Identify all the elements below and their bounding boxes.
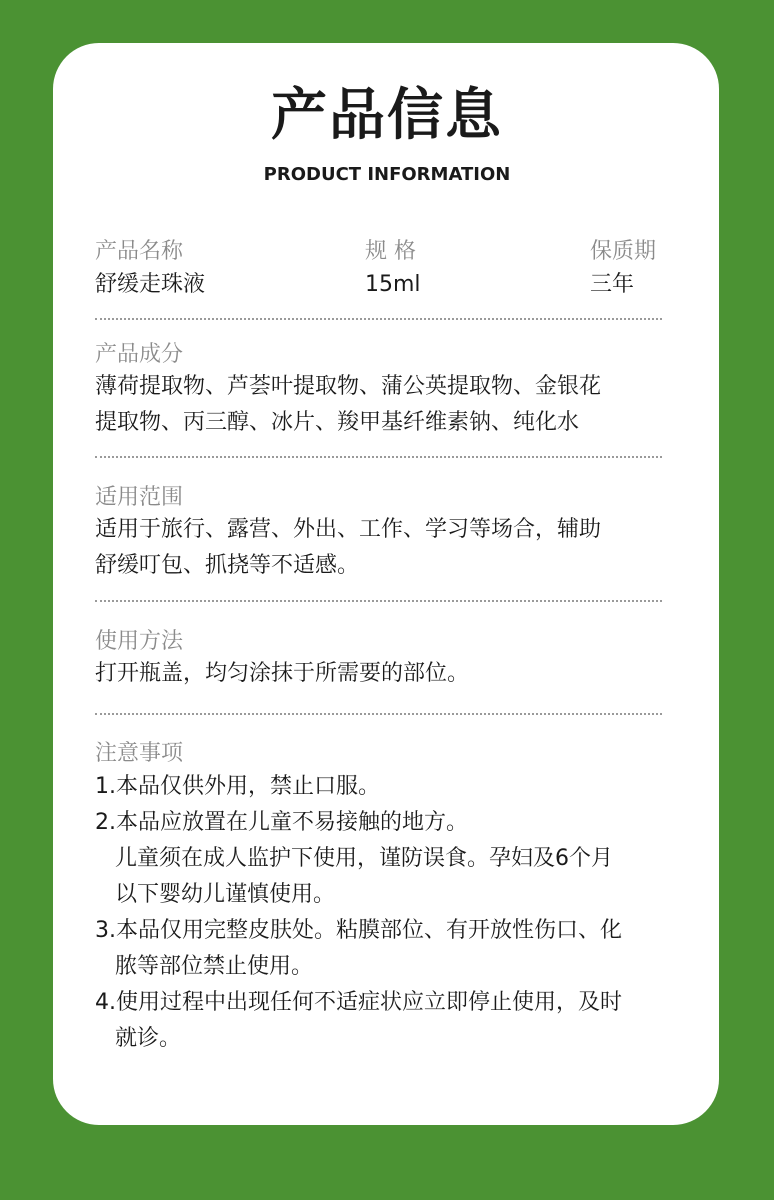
notes-line: 以下婴幼儿谨慎使用。: [115, 882, 336, 907]
notes-line: 就诊。: [115, 1026, 182, 1051]
divider: [95, 600, 662, 602]
notes-line: 4.使用过程中出现任何不适症状应立即停止使用，及时: [95, 990, 622, 1015]
scope-line: 舒缓叮包、抓挠等不适感。: [95, 553, 360, 578]
divider: [95, 713, 662, 715]
shelf-life-label: 保质期: [590, 239, 657, 264]
notes-line: 脓等部位禁止使用。: [115, 954, 314, 979]
notes-label: 注意事项: [95, 741, 184, 766]
scope-line: 适用于旅行、露营、外出、工作、学习等场合，辅助: [95, 517, 602, 542]
scope-label: 适用范围: [95, 485, 184, 510]
notes-line: 儿童须在成人监护下使用，谨防误食。孕妇及6个月: [115, 846, 613, 871]
divider: [95, 456, 662, 458]
product-name-value: 舒缓走珠液: [95, 272, 206, 297]
usage-text: [95, 656, 675, 692]
product-name-label: 产品名称: [95, 239, 184, 264]
divider: [95, 318, 662, 320]
usage-label: 使用方法: [95, 629, 184, 654]
ingredients-line: 薄荷提取物、芦荟叶提取物、蒲公英提取物、金银花: [95, 374, 602, 399]
page-subtitle: PRODUCT INFORMATION: [263, 164, 511, 185]
ingredients-line: 提取物、丙三醇、冰片、羧甲基纤维素钠、纯化水: [95, 410, 580, 435]
page-title: 产品信息: [271, 83, 503, 148]
shelf-life-value: 三年: [590, 272, 635, 297]
notes-line: 2.本品应放置在儿童不易接触的地方。: [95, 810, 468, 835]
notes-text: [95, 769, 675, 1057]
spec-label: 规 格: [365, 239, 416, 264]
notes-line: 3.本品仅用完整皮肤处。粘膜部位、有开放性伤口、化: [95, 918, 622, 943]
scope-text: [95, 512, 675, 584]
ingredients-label: 产品成分: [95, 342, 184, 367]
spec-value: 15ml: [365, 272, 421, 297]
notes-line: 1.本品仅供外用，禁止口服。: [95, 774, 380, 799]
ingredients-text: [95, 369, 675, 441]
usage-line: 打开瓶盖，均匀涂抹于所需要的部位。: [95, 661, 470, 686]
